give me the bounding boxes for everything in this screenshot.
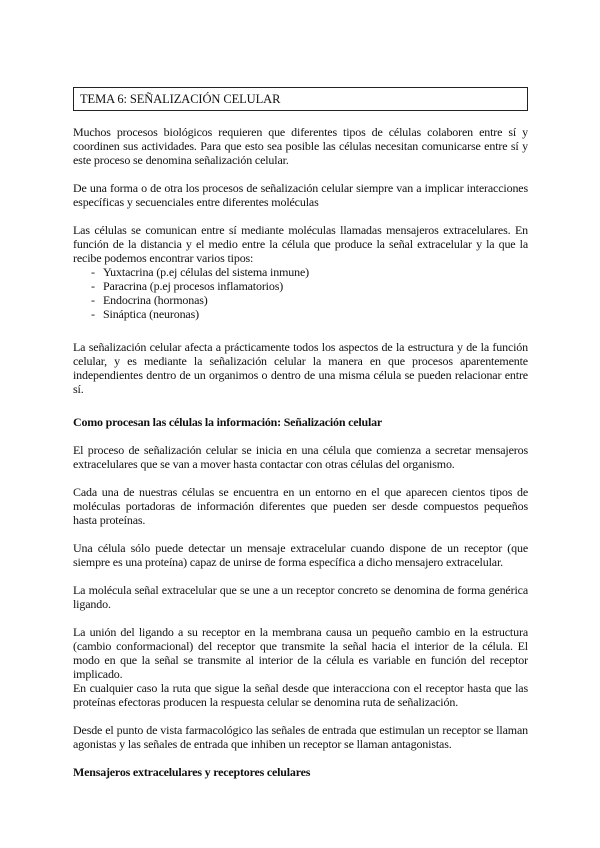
paragraph-ligand: La molécula señal extracelular que se une a un receptor concreto se denomina de forma genérica ligando. [73,583,528,611]
list-item: - Paracrina (p.ej procesos inflamatorios) [91,279,284,293]
list-bullet: - [91,307,95,321]
paragraph-start: El proceso de señalización celular se inicia en una célula que comienza a secretar mensajeros extracelulares que se van a mover hasta contactar con otras células del organismo. [73,443,528,471]
list-bullet: - [91,265,95,279]
paragraph-intro: Muchos procesos biológicos requieren que diferentes tipos de células colaboren entre sí y coordinen sus actividades. Para que esto sea posible las células necesitan comunicarse entre sí y este proceso se denomina señalización celular. [73,125,528,167]
paragraph-environment: Cada una de nuestras células se encuentra en un entorno en el que aparecen cientos tipos de moléculas portadoras de información diferentes que pueden ser desde compuestos pequeños hasta proteínas. [73,485,528,527]
document-page [73,87,528,779]
title-box [73,87,528,111]
paragraph-pharmacology: Desde el punto de vista farmacológico las señales de entrada que estimulan un receptor se llaman agonistas y las señales de entrada que inhiben un receptor se llaman antagonistas. [73,723,528,751]
paragraph-pathway: En cualquier caso la ruta que sigue la señal desde que interacciona con el receptor hasta que las proteínas efectoras producen la respuesta celular se denomina ruta de señalización. [73,681,528,709]
signaling-types-list [73,265,528,321]
section-heading-information: Como procesan las células la información: Señalización celular [73,415,383,429]
paragraph-interactions: De una forma o de otra los procesos de señalización celular siempre van a implicar interacciones específicas y secuenciales entre diferentes moléculas [73,181,528,209]
section-heading-messengers: Mensajeros extracelulares y receptores celulares [73,765,311,779]
list-bullet: - [91,279,95,293]
paragraph-binding: La unión del ligando a su receptor en la membrana causa un pequeño cambio en la estructura (cambio conformacional) del receptor que transmite la señal hacia el interior de la célula. El modo en que la señal se transmite al interior de la célula es variable en función del receptor implicado. [73,625,528,681]
paragraph-receptor: Una célula sólo puede detectar un mensaje extracelular cuando dispone de un receptor (que siempre es una proteína) capaz de unirse de forma específica a dicho mensajero extracelular. [73,541,528,569]
list-bullet: - [91,293,95,307]
paragraph-effects: La señalización celular afecta a prácticamente todos los aspectos de la estructura y de la función celular, y es mediante la señalización celular la manera en que procesos aparentemente independientes dentro de un organimos o dentro de una misma célula se pueden relacionar entre sí. [73,340,528,396]
list-item: - Endocrina (hormonas) [91,293,208,307]
document-title: TEMA 6: SEÑALIZACIÓN CELULAR [80,92,281,106]
list-item: - Yuxtacrina (p.ej células del sistema inmune) [91,265,309,279]
paragraph-messengers: Las células se comunican entre sí mediante moléculas llamadas mensajeros extracelulares. En función de la distancia y el medio entre la célula que produce la señal extracelular y la que la recibe podemos encontrar varios tipos: [73,223,528,265]
list-item: - Sináptica (neuronas) [91,307,199,321]
